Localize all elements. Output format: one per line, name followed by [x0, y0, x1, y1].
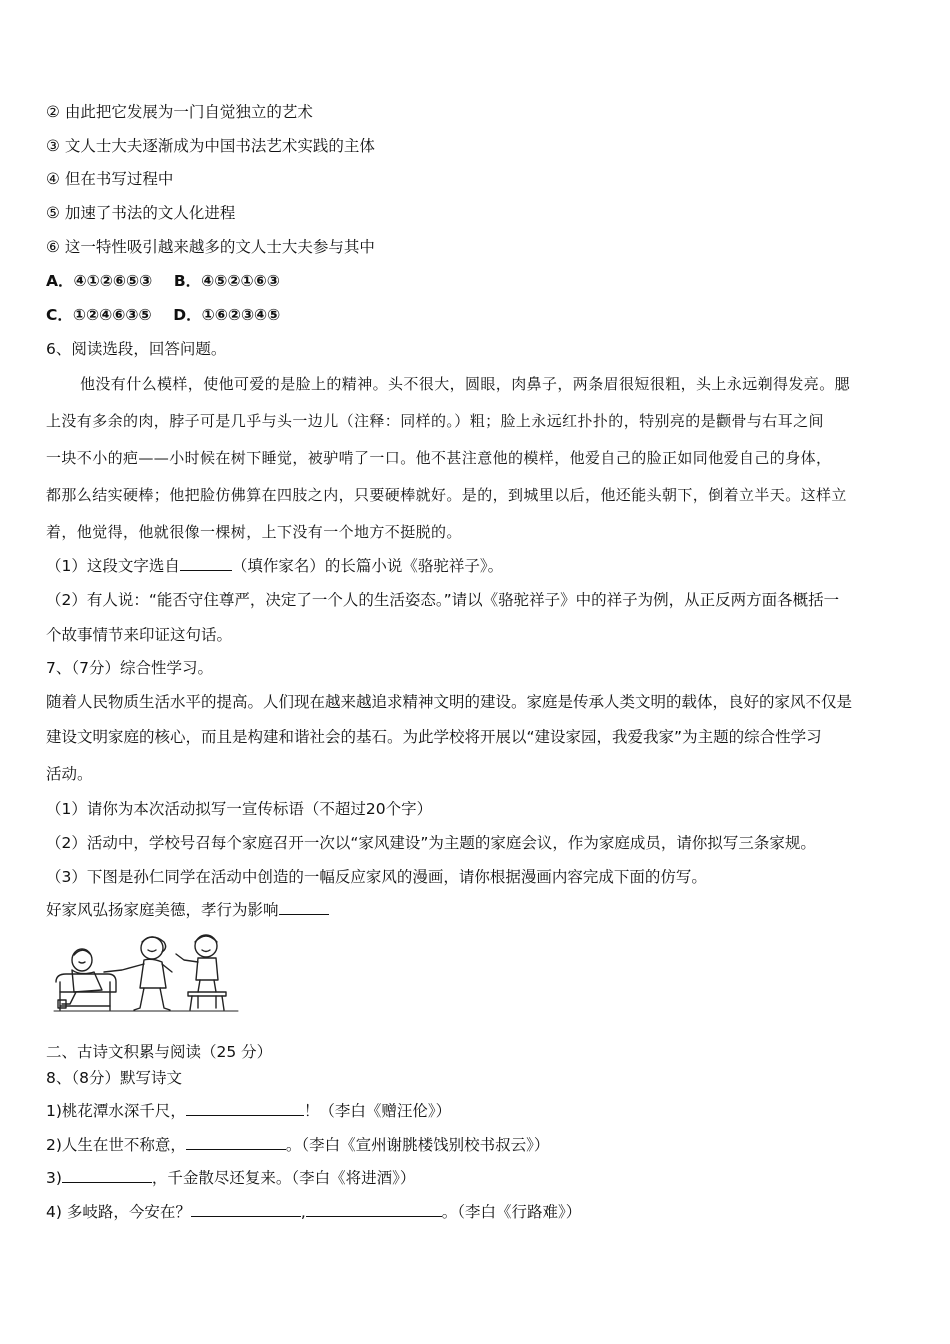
q8-line-4-suffix: 。（李白《行路难》） [441, 1203, 582, 1221]
q5-item-5: ⑤ 加速了书法的文人化进程 [46, 204, 236, 222]
q8-line-4-blank-1[interactable] [191, 1202, 301, 1217]
q6-sub1 [46, 556, 503, 576]
q6-passage-line: 一块不小的疤——小时候在树下睡觉，被驴啃了一口。他不甚注意他的模样，他爱自己的脸正如同他爱自己的身体， [46, 449, 832, 467]
q8-line-4 [46, 1202, 581, 1222]
q6-sub2-line2: 个故事情节来印证这句话。 [46, 626, 233, 644]
q8-line-1-prefix: 1)桃花潭水深千尺， [46, 1102, 186, 1120]
q6-passage-line: 着，他觉得，他就很像一棵树，上下没有一个地方不挺脱的。 [46, 523, 462, 541]
q8-line-4-blank-2[interactable] [306, 1202, 442, 1217]
q7-sub2: （2）活动中，学校号召每个家庭召开一次以“家风建设”为主题的家庭会议，作为家庭成员，请你拟写三条家规。 [46, 834, 816, 852]
q6-sub1-prefix: （1）这段文字选自 [46, 557, 180, 575]
q7-sub3: （3）下图是孙仁同学在活动中创造的一幅反应家风的漫画，请你根据漫画内容完成下面的仿写。 [46, 868, 707, 886]
q5-options-ab: A．④①②⑥⑤③ B．④⑤②①⑥③ [46, 272, 280, 290]
q8-line-1-suffix: ！（李白《赠汪伦》） [303, 1102, 452, 1120]
q5-item-6: ⑥ 这一特性吸引越来越多的文人士大夫参与其中 [46, 238, 375, 256]
q8-header: 8、（8分）默写诗文 [46, 1069, 182, 1087]
q8-line-2-prefix: 2)人生在世不称意， [46, 1136, 186, 1154]
q6-sub2-line1: （2）有人说：“能否守住尊严，决定了一个人的生活姿态。”请以《骆驼祥子》中的祥子为例，从正反两方面各概括一 [46, 591, 840, 609]
q8-line-2-suffix: 。（李白《宣州谢朓楼饯别校书叔云》） [285, 1136, 550, 1154]
q8-line-4-separator: , [300, 1203, 306, 1221]
q5-item-4: ④ 但在书写过程中 [46, 170, 174, 188]
q6-passage-line: 都那么结实硬棒；他把脸仿佛算在四肢之内，只要硬棒就好。是的，到城里以后，他还能头朝下，倒着立半天。这样立 [46, 486, 847, 504]
family-cartoon-illustration [52, 930, 242, 1015]
q7-imitation [46, 900, 329, 920]
q8-line-2-blank[interactable] [186, 1135, 286, 1150]
q5-item-2: ② 由此把它发展为一门自觉独立的艺术 [46, 103, 313, 121]
q7-intro-line: 随着人民物质生活水平的提高。人们现在越来越追求精神文明的建设。家庭是传承人类文明的载体，良好的家风不仅是 [46, 693, 853, 711]
q8-line-2 [46, 1135, 549, 1155]
q7-imitation-prefix: 好家风弘扬家庭美德，孝行为影响 [46, 901, 279, 919]
q5-options-cd: C．①②④⑥③⑤ D．①⑥②③④⑤ [46, 306, 281, 324]
q6-sub1-blank[interactable] [180, 556, 232, 571]
q8-line-4-prefix: 4) 多岐路，今安在？ [46, 1203, 191, 1221]
q6-header: 6、阅读选段，回答问题。 [46, 340, 227, 358]
q7-imitation-blank[interactable] [279, 900, 329, 915]
q6-sub1-suffix: （填作家名）的长篇小说《骆驼祥子》。 [231, 557, 504, 575]
q6-passage-line: 他没有什么模样，使他可爱的是脸上的精神。头不很大，圆眼，肉鼻子，两条眉很短很粗，头上永远剃得发亮。腮 [80, 375, 851, 393]
q8-line-1 [46, 1101, 451, 1121]
q8-line-3-prefix: 3) [46, 1169, 62, 1187]
q8-line-1-blank[interactable] [186, 1101, 304, 1116]
q8-line-3 [46, 1168, 415, 1188]
q7-intro-line: 建设文明家庭的核心，而且是构建和谐社会的基石。为此学校将开展以“建设家园，我爱我家”为主题的综合性学习 [46, 728, 822, 746]
q7-intro-line: 活动。 [46, 765, 93, 783]
q7-sub1: （1）请你为本次活动拟写一宣传标语（不超过20个字） [46, 800, 433, 818]
q5-item-3: ③ 文人士大夫逐渐成为中国书法艺术实践的主体 [46, 137, 375, 155]
section-2-title: 二、古诗文积累与阅读（25 分） [46, 1043, 273, 1061]
q8-line-3-blank[interactable] [62, 1168, 152, 1183]
q6-passage-line: 上没有多余的肉，脖子可是几乎与头一边儿（注释：同样的。）粗；脸上永远红扑扑的，特别亮的是颧骨与右耳之间 [46, 412, 824, 430]
q7-header: 7、（7分）综合性学习。 [46, 659, 213, 677]
q8-line-3-suffix: ，千金散尽还复来。（李白《将进酒》） [151, 1169, 416, 1187]
